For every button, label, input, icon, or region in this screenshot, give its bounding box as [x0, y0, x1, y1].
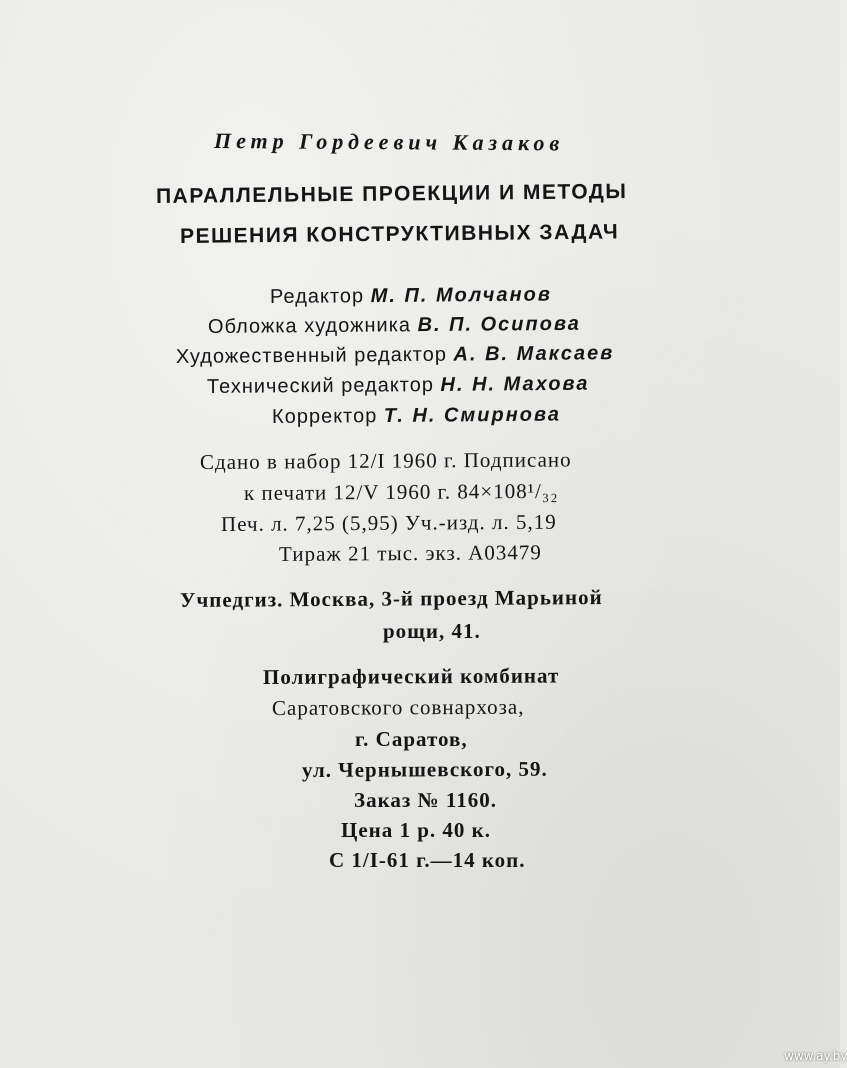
author-name: Петр Гордеевич Казаков — [213, 128, 565, 156]
credit-proofreader — [272, 403, 561, 429]
credit-name: А. В. Максаев — [453, 342, 615, 366]
printer-line: Заказ № 1160. — [354, 788, 497, 812]
printer-line: Цена 1 р. 40 к. — [341, 818, 492, 842]
publisher-line: Учпедгиз. Москва, 3-й проезд Марьиной — [179, 585, 603, 612]
printer-line: ул. Чернышевского, 59. — [301, 756, 548, 782]
credit-tech-editor — [207, 373, 590, 399]
print-info-line: Сдано в набор 12/I 1960 г. Подписано — [199, 447, 572, 474]
print-info-line: к печати 12/V 1960 г. 84×108¹/₃₂ — [243, 478, 559, 505]
credit-role: Корректор — [271, 405, 378, 428]
credit-name: В. П. Осипова — [417, 312, 581, 337]
credit-name: М. П. Молчанов — [370, 283, 553, 308]
credit-art-editor — [176, 342, 614, 369]
printer-line: Полиграфический комбинат — [262, 663, 560, 689]
printer-line: С 1/I-61 г.—14 коп. — [329, 848, 526, 872]
credit-role: Обложка художника — [207, 314, 412, 338]
printer-line: Саратовского совнархоза, — [271, 694, 525, 720]
credit-role: Редактор — [269, 285, 365, 308]
credit-role: Технический редактор — [206, 374, 435, 398]
credit-role: Художественный редактор — [175, 343, 448, 368]
credit-name: Н. Н. Махова — [440, 372, 590, 396]
print-info-line: Тираж 21 тыс. экз. А03479 — [278, 540, 542, 566]
title-line-2: РЕШЕНИЯ КОНСТРУКТИВНЫХ ЗАДАЧ — [179, 220, 620, 248]
printer-line: г. Саратов, — [355, 727, 468, 751]
credit-editor — [270, 284, 552, 309]
publisher-line: рощи, 41. — [383, 619, 481, 643]
watermark-label: www.ay.by — [784, 1049, 847, 1063]
print-info-line: Печ. л. 7,25 (5,95) Уч.-изд. л. 5,19 — [220, 509, 557, 536]
credit-cover-artist — [208, 313, 581, 339]
credit-name: Т. Н. Смирнова — [383, 403, 562, 428]
title-line-1: ПАРАЛЛЕЛЬНЫЕ ПРОЕКЦИИ И МЕТОДЫ — [155, 180, 628, 208]
